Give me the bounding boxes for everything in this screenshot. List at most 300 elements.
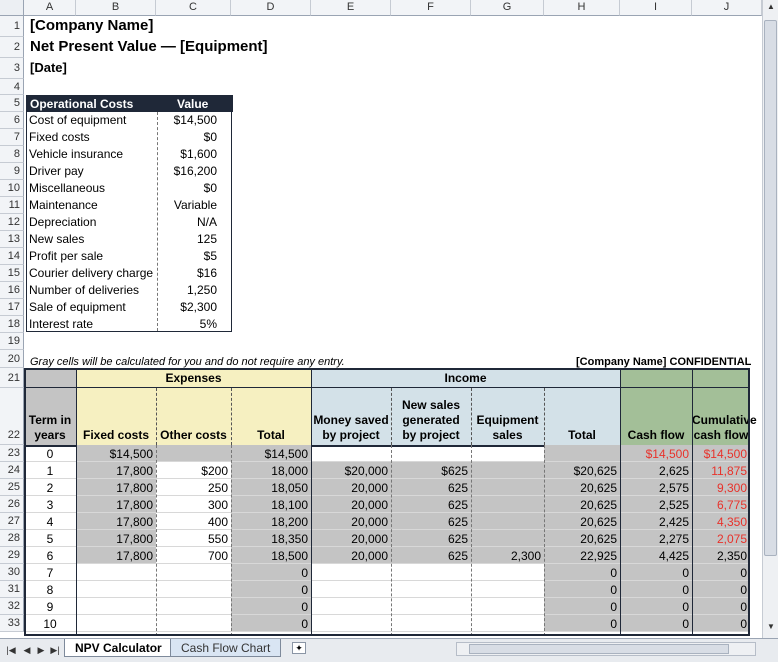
body-divider bbox=[620, 445, 621, 636]
first-sheet-icon[interactable]: |◀ bbox=[6, 645, 16, 655]
cell-cumulative[interactable] bbox=[692, 581, 750, 598]
cell-money[interactable] bbox=[311, 479, 391, 496]
row-header[interactable]: 32 bbox=[0, 598, 24, 615]
row-header[interactable]: 30 bbox=[0, 564, 24, 581]
cash-flow-header[interactable]: Cash flow bbox=[627, 428, 685, 442]
cell-value: 0 bbox=[610, 600, 617, 614]
cell-value: $14,500 bbox=[109, 447, 153, 461]
cell-value: 17,800 bbox=[116, 464, 153, 478]
cell-value: 4,425 bbox=[658, 549, 689, 563]
value-header[interactable]: Value bbox=[177, 97, 209, 111]
header-divider bbox=[471, 388, 472, 445]
cell-exp-total[interactable] bbox=[231, 530, 311, 547]
cell-value: 20,625 bbox=[580, 532, 617, 546]
cell-cashflow[interactable] bbox=[620, 581, 692, 598]
vertical-scrollbar[interactable] bbox=[762, 0, 778, 638]
cell-cumulative[interactable] bbox=[692, 547, 750, 564]
cell-value: 18,350 bbox=[271, 532, 308, 546]
scroll-down-icon[interactable]: ▼ bbox=[767, 622, 775, 631]
cell-term[interactable] bbox=[24, 564, 76, 581]
row-header[interactable]: 21 bbox=[0, 368, 24, 388]
header-divider bbox=[391, 388, 392, 445]
cell-fixed[interactable] bbox=[76, 445, 156, 462]
other-costs-header[interactable]: Other costs bbox=[160, 428, 227, 442]
operational-value[interactable]: Variable bbox=[173, 198, 217, 212]
cell-value: 7 bbox=[46, 566, 54, 580]
cell-value: 20,000 bbox=[351, 532, 388, 546]
cell-value: 2,525 bbox=[658, 498, 689, 512]
header-divider bbox=[620, 368, 621, 445]
cell-inc-total[interactable] bbox=[544, 513, 620, 530]
cell-value: 11,875 bbox=[711, 464, 747, 478]
header-divider bbox=[156, 388, 157, 445]
group-divider bbox=[24, 387, 750, 388]
operational-value[interactable]: $16,200 bbox=[173, 164, 217, 178]
body-divider bbox=[471, 445, 472, 636]
operational-label[interactable]: Maintenance bbox=[29, 198, 98, 212]
cell-value: 20,000 bbox=[351, 498, 388, 512]
cell-exp-total[interactable] bbox=[231, 496, 311, 513]
cell-equip[interactable] bbox=[471, 479, 544, 496]
cell-value: 0 bbox=[301, 566, 308, 580]
cell-fixed[interactable] bbox=[76, 479, 156, 496]
operational-header-row bbox=[27, 95, 233, 112]
operational-label[interactable]: Interest rate bbox=[29, 317, 94, 331]
cell-term[interactable] bbox=[24, 598, 76, 615]
column-header[interactable]: H bbox=[544, 0, 620, 16]
cell-inc-total[interactable] bbox=[544, 581, 620, 598]
cell-other[interactable] bbox=[156, 564, 231, 581]
cell-cashflow[interactable] bbox=[620, 615, 692, 632]
column-header[interactable]: E bbox=[311, 0, 391, 16]
insert-sheet-icon[interactable]: ✦ bbox=[292, 642, 306, 654]
row-header[interactable]: 16 bbox=[0, 282, 24, 299]
column-header[interactable]: C bbox=[156, 0, 231, 16]
cell-value: 20,000 bbox=[351, 549, 388, 563]
tab-npv-calculator[interactable]: NPV Calculator bbox=[64, 639, 173, 657]
cell-exp-total[interactable] bbox=[231, 547, 311, 564]
row-header[interactable]: 1 bbox=[0, 16, 24, 37]
row-header[interactable]: 24 bbox=[0, 462, 24, 479]
operational-label[interactable]: Courier delivery charge bbox=[29, 266, 154, 280]
cell-value: $14,500 bbox=[264, 447, 308, 461]
income-total-header[interactable]: Total bbox=[568, 428, 596, 442]
cell-cumulative[interactable] bbox=[692, 564, 750, 581]
operational-value[interactable]: $0 bbox=[203, 130, 217, 144]
row-header[interactable]: 31 bbox=[0, 581, 24, 598]
row-header[interactable]: 5 bbox=[0, 95, 24, 112]
cell-value: 400 bbox=[207, 515, 228, 529]
cell-value: 0 bbox=[610, 617, 617, 631]
cell-value: 2,075 bbox=[716, 532, 747, 546]
header-divider bbox=[544, 388, 545, 445]
cell-fixed[interactable] bbox=[76, 581, 156, 598]
cell-term[interactable] bbox=[24, 462, 76, 479]
cell-term[interactable] bbox=[24, 581, 76, 598]
cell-newsales[interactable] bbox=[391, 564, 471, 581]
last-sheet-icon[interactable]: ▶| bbox=[50, 645, 60, 655]
cell-cashflow[interactable] bbox=[620, 445, 692, 462]
cell-newsales[interactable] bbox=[391, 615, 471, 632]
cell-value: 0 bbox=[610, 583, 617, 597]
row-header[interactable]: 19 bbox=[0, 333, 24, 350]
cell-value: 0 bbox=[301, 617, 308, 631]
cell-value: 0 bbox=[301, 583, 308, 597]
cell-value: 625 bbox=[447, 498, 468, 512]
cell-other[interactable] bbox=[156, 530, 231, 547]
cell-newsales[interactable] bbox=[391, 496, 471, 513]
row-header[interactable]: 22 bbox=[0, 388, 24, 445]
cell-value: 0 bbox=[682, 583, 689, 597]
row-header[interactable]: 11 bbox=[0, 197, 24, 214]
new-sales-header[interactable]: New sales bbox=[401, 398, 461, 412]
row-header[interactable]: 28 bbox=[0, 530, 24, 547]
cell-money[interactable] bbox=[311, 496, 391, 513]
column-header[interactable]: A bbox=[24, 0, 76, 16]
cell-inc-total[interactable] bbox=[544, 496, 620, 513]
cell-value: 625 bbox=[447, 481, 468, 495]
cell-fixed[interactable] bbox=[76, 462, 156, 479]
operational-label[interactable]: Depreciation bbox=[29, 215, 97, 229]
operational-value[interactable]: 5% bbox=[199, 317, 217, 331]
cell-value: 2,575 bbox=[658, 481, 689, 495]
cell-money[interactable] bbox=[311, 615, 391, 632]
operational-costs-header[interactable]: Operational Costs bbox=[30, 97, 134, 111]
cell-value: $14,500 bbox=[645, 447, 689, 461]
operational-label[interactable]: Profit per sale bbox=[29, 249, 104, 263]
cell-equip[interactable] bbox=[471, 530, 544, 547]
cell-cumulative[interactable] bbox=[692, 513, 750, 530]
operational-value[interactable]: N/A bbox=[196, 215, 217, 229]
cell-cumulative[interactable] bbox=[692, 462, 750, 479]
company-name-title[interactable]: [Company Name] bbox=[30, 17, 154, 34]
cell-other[interactable] bbox=[156, 445, 231, 462]
cell-money[interactable] bbox=[311, 598, 391, 615]
cell-exp-total[interactable] bbox=[231, 513, 311, 530]
cell-other[interactable] bbox=[156, 462, 231, 479]
cell-value: 0 bbox=[740, 566, 747, 580]
cell-cumulative[interactable] bbox=[692, 496, 750, 513]
column-header[interactable]: J bbox=[692, 0, 762, 16]
cell-cashflow[interactable] bbox=[620, 496, 692, 513]
cell-inc-total[interactable] bbox=[544, 530, 620, 547]
row-header[interactable]: 27 bbox=[0, 513, 24, 530]
cell-term[interactable] bbox=[24, 547, 76, 564]
cell-cumulative[interactable] bbox=[692, 479, 750, 496]
row-header[interactable]: 2 bbox=[0, 37, 24, 58]
cell-equip[interactable] bbox=[471, 581, 544, 598]
cell-cashflow[interactable] bbox=[620, 462, 692, 479]
new-sales-header[interactable]: by project bbox=[402, 428, 460, 442]
cell-value: 5 bbox=[46, 532, 54, 546]
prev-sheet-icon[interactable]: ◀ bbox=[23, 645, 31, 655]
row-header[interactable]: 4 bbox=[0, 79, 24, 95]
column-header[interactable]: F bbox=[391, 0, 471, 16]
row-header[interactable]: 17 bbox=[0, 299, 24, 316]
header-divider bbox=[311, 368, 312, 445]
cell-newsales[interactable] bbox=[391, 513, 471, 530]
row-header[interactable]: 10 bbox=[0, 180, 24, 197]
cell-value: 0 bbox=[682, 617, 689, 631]
cell-money[interactable] bbox=[311, 564, 391, 581]
cell-term[interactable] bbox=[24, 445, 76, 462]
fixed-costs-header[interactable]: Fixed costs bbox=[82, 428, 150, 442]
cell-value: 0 bbox=[301, 600, 308, 614]
npv-title[interactable]: Net Present Value — [Equipment] bbox=[30, 38, 268, 55]
cell-cashflow[interactable] bbox=[620, 513, 692, 530]
cell-value: 0 bbox=[740, 617, 747, 631]
column-header[interactable]: B bbox=[76, 0, 156, 16]
row-header[interactable]: 3 bbox=[0, 58, 24, 79]
cell-other[interactable] bbox=[156, 598, 231, 615]
row-header[interactable]: 9 bbox=[0, 163, 24, 180]
header-divider bbox=[76, 368, 77, 445]
cell-value: 0 bbox=[46, 447, 54, 461]
operational-label[interactable]: Cost of equipment bbox=[29, 113, 127, 127]
cell-inc-total[interactable] bbox=[544, 445, 620, 462]
cell-term[interactable] bbox=[24, 479, 76, 496]
cell-equip[interactable] bbox=[471, 564, 544, 581]
cell-inc-total[interactable] bbox=[544, 479, 620, 496]
cell-value: 17,800 bbox=[116, 515, 153, 529]
operational-value[interactable]: $5 bbox=[203, 249, 217, 263]
column-header[interactable]: G bbox=[471, 0, 544, 16]
cell-cumulative[interactable] bbox=[692, 530, 750, 547]
horizontal-scroll-thumb[interactable] bbox=[469, 644, 729, 654]
cell-newsales[interactable] bbox=[391, 598, 471, 615]
operational-label[interactable]: Number of deliveries bbox=[29, 283, 140, 297]
cell-exp-total[interactable] bbox=[231, 479, 311, 496]
cell-cumulative[interactable] bbox=[692, 445, 750, 462]
select-all-corner[interactable] bbox=[0, 0, 24, 16]
row-header[interactable]: 13 bbox=[0, 231, 24, 248]
cell-value: $14,500 bbox=[703, 447, 747, 461]
cell-value: 17,800 bbox=[116, 481, 153, 495]
cell-other[interactable] bbox=[156, 615, 231, 632]
cell-value: 3 bbox=[46, 498, 54, 512]
cell-other[interactable] bbox=[156, 581, 231, 598]
cell-equip[interactable] bbox=[471, 615, 544, 632]
cell-other[interactable] bbox=[156, 547, 231, 564]
cell-cumulative[interactable] bbox=[692, 615, 750, 632]
operational-value[interactable]: $0 bbox=[203, 181, 217, 195]
row-header[interactable]: 15 bbox=[0, 265, 24, 282]
cell-value: 20,625 bbox=[580, 481, 617, 495]
cell-fixed[interactable] bbox=[76, 496, 156, 513]
row-header[interactable]: 18 bbox=[0, 316, 24, 333]
cell-equip[interactable] bbox=[471, 598, 544, 615]
operational-value[interactable]: $16 bbox=[196, 266, 217, 280]
cell-money[interactable] bbox=[311, 513, 391, 530]
cell-fixed[interactable] bbox=[76, 547, 156, 564]
body-divider bbox=[76, 445, 77, 636]
cell-value: 6 bbox=[46, 549, 54, 563]
cell-cashflow[interactable] bbox=[620, 530, 692, 547]
equipment-sales-header[interactable]: sales bbox=[492, 428, 523, 442]
cell-inc-total[interactable] bbox=[544, 598, 620, 615]
cell-exp-total[interactable] bbox=[231, 581, 311, 598]
cell-term[interactable] bbox=[24, 615, 76, 632]
cell-value: 2,275 bbox=[658, 532, 689, 546]
body-divider bbox=[544, 445, 545, 636]
term-header[interactable]: years bbox=[34, 428, 66, 442]
row-header[interactable]: 8 bbox=[0, 146, 24, 163]
operational-label[interactable]: Vehicle insurance bbox=[29, 147, 124, 161]
cell-exp-total[interactable] bbox=[231, 598, 311, 615]
cell-inc-total[interactable] bbox=[544, 564, 620, 581]
cell-value: 0 bbox=[682, 566, 689, 580]
cell-value: 22,925 bbox=[580, 549, 617, 563]
operational-label[interactable]: Miscellaneous bbox=[29, 181, 106, 195]
cell-value: 9 bbox=[46, 600, 54, 614]
cell-term[interactable] bbox=[24, 496, 76, 513]
cell-value: 18,100 bbox=[271, 498, 308, 512]
cell-value: 300 bbox=[207, 498, 228, 512]
row-header[interactable]: 14 bbox=[0, 248, 24, 265]
cell-newsales[interactable] bbox=[391, 479, 471, 496]
cell-newsales[interactable] bbox=[391, 581, 471, 598]
cell-term[interactable] bbox=[24, 513, 76, 530]
tab-cash-flow-chart[interactable]: Cash Flow Chart bbox=[170, 639, 281, 657]
new-sales-header[interactable]: generated bbox=[402, 413, 460, 427]
cell-value: 625 bbox=[447, 532, 468, 546]
cell-exp-total[interactable] bbox=[231, 445, 311, 462]
cell-value: 0 bbox=[682, 600, 689, 614]
operational-divider bbox=[157, 112, 158, 331]
income-group-label[interactable]: Income bbox=[444, 371, 487, 385]
cell-fixed[interactable] bbox=[76, 564, 156, 581]
cell-value: 17,800 bbox=[116, 498, 153, 512]
cell-value: 18,200 bbox=[271, 515, 308, 529]
expenses-group-label[interactable]: Expenses bbox=[165, 371, 222, 385]
cell-other[interactable] bbox=[156, 479, 231, 496]
cell-equip[interactable] bbox=[471, 547, 544, 564]
cell-value: 2,625 bbox=[658, 464, 689, 478]
cell-cashflow[interactable] bbox=[620, 564, 692, 581]
body-divider bbox=[156, 445, 157, 636]
cell-equip[interactable] bbox=[471, 445, 544, 462]
body-divider bbox=[391, 445, 392, 636]
cell-cashflow[interactable] bbox=[620, 547, 692, 564]
cell-newsales[interactable] bbox=[391, 445, 471, 462]
cell-newsales[interactable] bbox=[391, 462, 471, 479]
cell-money[interactable] bbox=[311, 462, 391, 479]
horizontal-scrollbar[interactable] bbox=[456, 642, 756, 656]
operational-label[interactable]: Driver pay bbox=[29, 164, 84, 178]
cell-inc-total[interactable] bbox=[544, 462, 620, 479]
cell-value: 20,000 bbox=[351, 515, 388, 529]
cell-money[interactable] bbox=[311, 530, 391, 547]
operational-costs-table bbox=[26, 95, 232, 332]
sheet-tab-bar bbox=[0, 638, 778, 662]
date-title[interactable]: [Date] bbox=[30, 60, 67, 75]
scroll-up-icon[interactable]: ▲ bbox=[767, 2, 775, 11]
operational-value[interactable]: $2,300 bbox=[180, 300, 217, 314]
cell-value: 8 bbox=[46, 583, 54, 597]
equipment-sales-header[interactable]: Equipment bbox=[476, 413, 539, 427]
operational-label[interactable]: New sales bbox=[29, 232, 85, 246]
cell-cashflow[interactable] bbox=[620, 479, 692, 496]
header-divider bbox=[231, 388, 232, 445]
cell-value: 4 bbox=[46, 515, 54, 529]
cell-money[interactable] bbox=[311, 547, 391, 564]
cell-other[interactable] bbox=[156, 513, 231, 530]
money-saved-header[interactable]: Money saved bbox=[313, 413, 389, 427]
cell-exp-total[interactable] bbox=[231, 615, 311, 632]
operational-value[interactable]: 1,250 bbox=[186, 283, 217, 297]
cell-cumulative[interactable] bbox=[692, 598, 750, 615]
money-saved-header[interactable]: by project bbox=[322, 428, 380, 442]
cell-value: 2 bbox=[46, 481, 54, 495]
cell-equip[interactable] bbox=[471, 496, 544, 513]
row-header[interactable]: 25 bbox=[0, 479, 24, 496]
cell-value: 550 bbox=[207, 532, 228, 546]
header-divider bbox=[692, 368, 693, 445]
cell-money[interactable] bbox=[311, 581, 391, 598]
cell-newsales[interactable] bbox=[391, 530, 471, 547]
cell-exp-total[interactable] bbox=[231, 462, 311, 479]
cell-value: 1 bbox=[46, 464, 54, 478]
operational-value[interactable]: 125 bbox=[196, 232, 217, 246]
cumulative-cash-flow-header[interactable]: Cumulative bbox=[692, 413, 757, 427]
term-header[interactable]: Term in bbox=[28, 413, 72, 427]
expenses-total-header[interactable]: Total bbox=[257, 428, 285, 442]
row-header[interactable]: 6 bbox=[0, 112, 24, 129]
cell-value: 4,350 bbox=[716, 515, 747, 529]
cell-fixed[interactable] bbox=[76, 615, 156, 632]
cell-fixed[interactable] bbox=[76, 513, 156, 530]
next-sheet-icon[interactable]: ▶ bbox=[37, 645, 45, 655]
cell-value: $625 bbox=[441, 464, 468, 478]
cell-fixed[interactable] bbox=[76, 598, 156, 615]
operational-value[interactable]: $1,600 bbox=[180, 147, 217, 161]
cell-equip[interactable] bbox=[471, 513, 544, 530]
cell-term[interactable] bbox=[24, 530, 76, 547]
cell-value: 0 bbox=[610, 566, 617, 580]
column-header[interactable]: I bbox=[620, 0, 692, 16]
cell-other[interactable] bbox=[156, 496, 231, 513]
cell-equip[interactable] bbox=[471, 462, 544, 479]
row-header[interactable]: 12 bbox=[0, 214, 24, 231]
column-header[interactable]: D bbox=[231, 0, 311, 16]
cell-money[interactable] bbox=[311, 445, 391, 462]
cell-value: 10 bbox=[43, 617, 57, 631]
cell-fixed[interactable] bbox=[76, 530, 156, 547]
operational-label[interactable]: Sale of equipment bbox=[29, 300, 126, 314]
confidential-label[interactable]: [Company Name] CONFIDENTIAL bbox=[576, 356, 752, 368]
operational-value[interactable]: $14,500 bbox=[173, 113, 217, 127]
row-header[interactable]: 29 bbox=[0, 547, 24, 564]
cell-value: 20,625 bbox=[580, 515, 617, 529]
row-header[interactable]: 7 bbox=[0, 129, 24, 146]
cell-value: 625 bbox=[447, 549, 468, 563]
row-header[interactable]: 23 bbox=[0, 445, 24, 462]
row-header[interactable]: 26 bbox=[0, 496, 24, 513]
cumulative-cash-flow-header[interactable]: cash flow bbox=[693, 428, 749, 442]
gray-cells-note[interactable]: Gray cells will be calculated for you and do not require any entry. bbox=[30, 356, 345, 368]
cell-exp-total[interactable] bbox=[231, 564, 311, 581]
cell-cashflow[interactable] bbox=[620, 598, 692, 615]
cell-inc-total[interactable] bbox=[544, 615, 620, 632]
row-header[interactable]: 20 bbox=[0, 350, 24, 368]
cell-newsales[interactable] bbox=[391, 547, 471, 564]
row-header[interactable]: 33 bbox=[0, 615, 24, 632]
vertical-scroll-thumb[interactable] bbox=[764, 20, 777, 556]
cell-inc-total[interactable] bbox=[544, 547, 620, 564]
cell-value: 2,300 bbox=[510, 549, 541, 563]
operational-label[interactable]: Fixed costs bbox=[29, 130, 90, 144]
cell-value: 6,775 bbox=[716, 498, 747, 512]
